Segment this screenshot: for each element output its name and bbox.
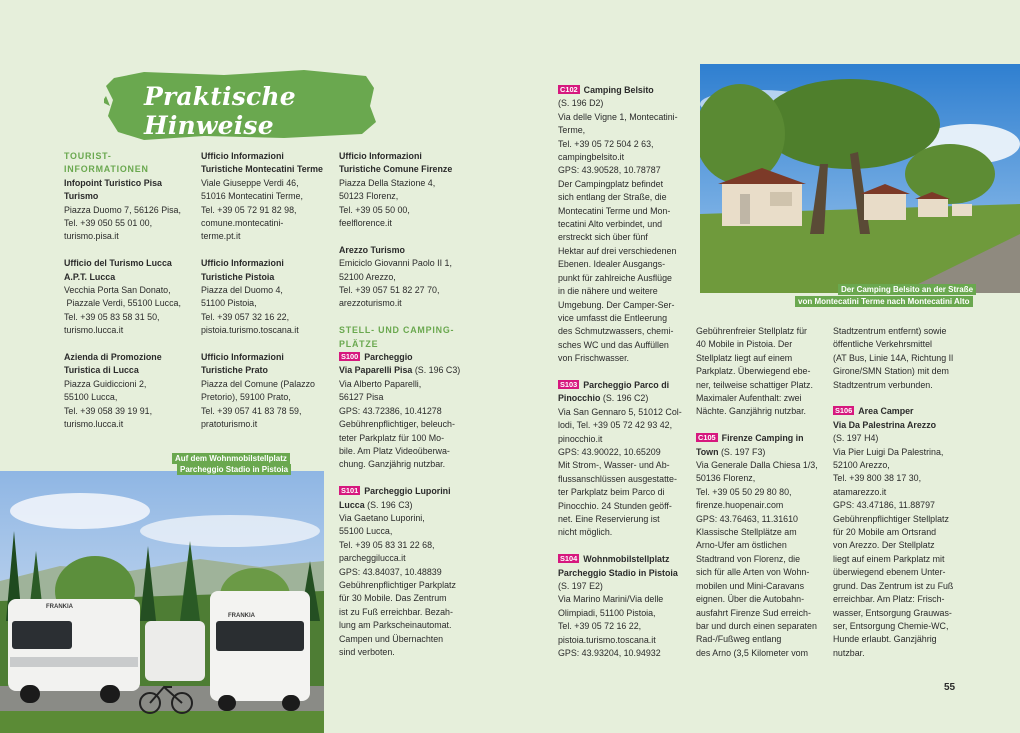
- listing-code: S106: [835, 406, 853, 416]
- info-entry: Ufficio Informazioni Turistiche Pistoia Piazza del Duomo 4, 51100 Pistoia, Tel. +39 057 32 16 22, pistoia.turismo.toscana.it: [201, 258, 299, 336]
- photo-caption: von Montecatini Terme nach Montecatini Alto: [795, 296, 973, 307]
- column-2: [201, 150, 333, 445]
- listing-code: C102: [560, 85, 578, 94]
- listing-s106: S106 Area Camper Via Da Palestrina Arezzo (S. 197 H4) Via Pier Luigi Da Palestrina, 52100 Arezzo, Tel. +39 800 38 17 30, atamarezzo.it GPS: 43.47186, 11.88797 Gebührenpflichtiger Stellplatz für 20 Mobile am Ortsrand von Arezzo. Der Stellplatz liegt auf einem Parkplatz mit überwiegend ebenem Unter- grund. Das Zentrum ist zu Fuß erreichbar. Am Platz: Frisch- wasser, Entsorgung Grauwas- ser, Entsorgung Chemie-WC, Hunde erlaubt. Ganzjährig nutzbar.: [833, 406, 954, 658]
- column-6: [833, 325, 968, 674]
- column-4: [558, 84, 690, 674]
- info-entry: Ufficio Informazioni Turistiche Prato Piazza del Comune (Palazzo Pretorio), 59100 Prato, Tel. +39 057 41 83 78 59, pratoturismo.it: [201, 352, 315, 430]
- camping-photo: [700, 64, 1020, 293]
- column-3: [339, 150, 469, 673]
- listing-c105: C105 Firenze Camping in Town (S. 197 F3) Via Generale Dalla Chiesa 1/3, 50136 Florenz, Tel. +39 05 50 29 80 80, firenze.huopenair.com GPS: 43.76463, 11.31610 Klassische Stellplätze am Arno-Ufer am östlichen Stadtrand von Florenz, die sich für alle Arten von Wohn- mobilen und Mini-Caravans eignen. Über die Autobahn- ausfahrt Firenze Sud erreich- bar und durch einen separaten Rad-/Fußweg entlang des Arno (3,5 Kilometer vom: [696, 433, 818, 658]
- column-5: [696, 325, 826, 674]
- section-heading: PLÄTZE: [339, 338, 379, 349]
- info-entry: Ufficio Informazioni Turistiche Montecatini Terme Viale Giuseppe Verdi 46, 51016 Montecatini Terme, Tel. +39 05 72 91 82 98, comune.montecatini- terme.pt.it: [201, 151, 323, 242]
- page-number: 55: [944, 682, 956, 693]
- section-heading: TOURIST-: [64, 151, 112, 161]
- listing-s100: S100 Parcheggio Via Paparelli Pisa (S. 196 C3) Via Alberto Paparelli, 56127 Pisa GPS: 43.72386, 10.41278 Gebührenpflichtiger, beleuch- teter Parkplatz für 100 Mo- bile. Am Platz Videoüberwa- chung. Ganzjährig nutzbar.: [339, 352, 461, 470]
- camper-brand-label: FRANKIA: [46, 604, 73, 610]
- listing-code: C105: [698, 433, 716, 443]
- info-entry: Arezzo Turismo Emiciclo Giovanni Paolo II 1, 52100 Arezzo, Tel. +39 057 51 82 27 70, arezzoturismo.it: [339, 244, 452, 309]
- listing-s103: S103 Parcheggio Parco di Pinocchio (S. 196 C2) Via San Gennaro 5, 51012 Col- lodi, Tel. +39 05 72 42 93 42, pinocchio.it GPS: 43.90022, 10.65209 Mit Strom-, Wasser- und Ab- flussanschlüssen ausgestatte- ter Parkplatz beim Parco di Pinocchio. 24 Stunden geöff- net. Eine Reservierung ist nicht möglich.: [558, 379, 682, 538]
- photo-caption: Parcheggio Stadio in Pistoia: [177, 464, 291, 475]
- page-title: Praktische Hinweise: [144, 82, 296, 140]
- info-entry: Infopoint Turistico Pisa Turismo Piazza Duomo 7, 56126 Pisa, Tel. +39 050 55 01 00, turismo.pisa.it: [64, 177, 181, 242]
- listing-code: S103: [560, 379, 578, 389]
- info-entry: Ufficio Informazioni Turistiche Comune Firenze Piazza Della Stazione 4, 50123 Florenz, Tel. +39 05 50 00, feelflorence.it: [339, 151, 453, 229]
- camper-photo: [0, 471, 324, 733]
- listing-continuation: Stadtzentrum entfernt) sowie öffentliche Verkehrsmittel (AT Bus, Linie 14A, Richtung Il Girone/SMN Station) mit dem Stadtzentrum verbunden.: [833, 326, 954, 390]
- listing-c102: C102 Camping Belsito (S. 196 D2) Via delle Vigne 1, Montecatini- Terme, Tel. +39 05 72 504 2 63, campingbelsito.it GPS: 43.90528, 10.78787 Der Campingplatz befindet sich entlang der Straße, die Montecatini Terme und Mon- tecatini Alto verbindet, und erstreckt sich über fünf Hektar auf drei verschiedenen Ebenen. Idealer Ausgangs- punkt für zahlreiche Ausflüge in die nähere und weitere Umgebung. Der Camper-Ser- vice umfasst die Entleerung des Schmutzwassers, chemi- sches WC und das Auffüllen von Frischwasser.: [558, 85, 678, 364]
- column-1: [64, 150, 194, 445]
- listing-code: S100: [341, 352, 359, 362]
- photo-caption: Auf dem Wohnmobilstellplatz: [172, 453, 290, 464]
- listing-code: S101: [341, 486, 359, 496]
- section-heading: INFORMATIONEN: [64, 164, 149, 175]
- info-entry: Ufficio del Turismo Lucca A.P.T. Lucca Vecchia Porta San Donato, Piazzale Verdi, 55100 Lucca, Tel. +39 05 83 58 31 50, turismo.lucca.it: [64, 258, 181, 336]
- title-banner: [104, 66, 378, 144]
- info-entry: Azienda di Promozione Turistica di Lucca Piazza Guidiccioni 2, 55100 Lucca, Tel. +39 058 39 19 91, turismo.lucca.it: [64, 352, 162, 430]
- listing-s104: S104 Wohnmobilstellplatz Parcheggio Stadio in Pistoia (S. 197 E2) Via Marino Marini/Via delle Olimpiadi, 51100 Pistoia, Tel. +39 05 72 16 22, pistoia.turismo.toscana.it GPS: 43.93204, 10.94932: [558, 554, 678, 659]
- photo-caption: Der Camping Belsito an der Straße: [838, 284, 976, 295]
- listing-s101: S101 Parcheggio Luporini Lucca (S. 196 C3) Via Gaetano Luporini, 55100 Lucca, Tel. +39 05 83 31 22 68, parcheggilucca.it GPS: 43.84037, 10.48839 Gebührenpflichtiger Parkplatz für 30 Mobile. Das Zentrum ist zu Fuß erreichbar. Bezah- lung am Parkscheinautomat. Campen und Übernachten sind verboten.: [339, 486, 456, 657]
- listing-code: S104: [560, 554, 578, 564]
- listing-continuation: Gebührenfreier Stellplatz für 40 Mobile in Pistoia. Der Stellplatz liegt auf einem Parkplatz. Überwiegend ebe- ner, teilweise schattiger Platz. Maximaler Aufenthalt: zwei Nächte. Ganzjährig nutzbar.: [696, 326, 813, 417]
- camper-brand-label: FRANKIA: [228, 613, 255, 619]
- section-heading: STELL- UND CAMPING-: [339, 325, 455, 336]
